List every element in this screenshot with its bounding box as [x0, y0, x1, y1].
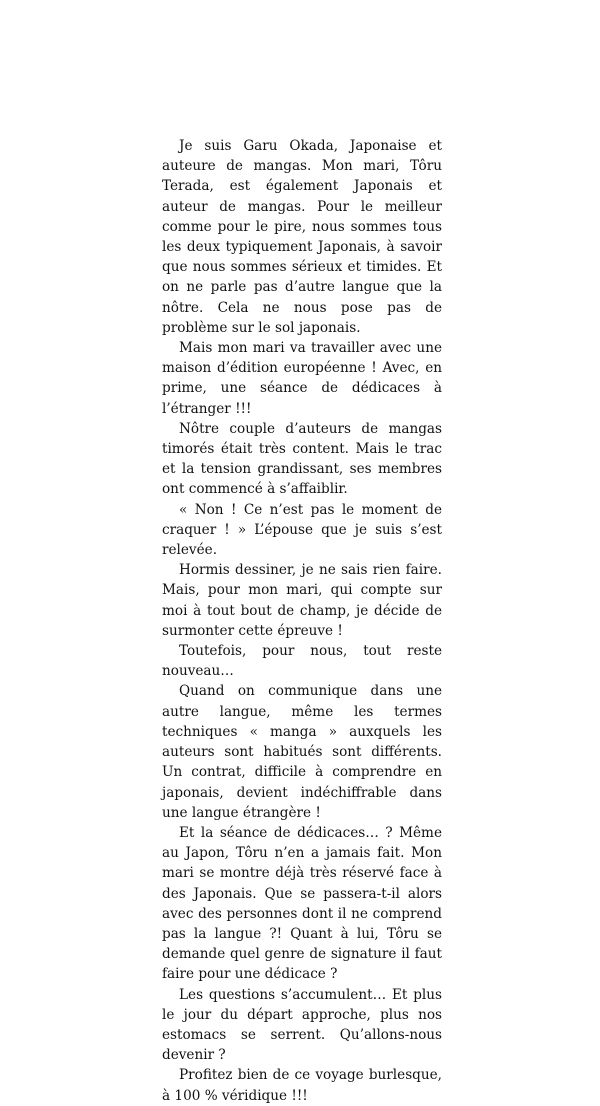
paragraph-dont-crack: « Non ! Ce n’est pas le moment de craquer ! » L’épouse que je suis s’est relevée. [162, 501, 442, 559]
paragraph-everything-new: Toutefois, pour nous, tout reste nouveau… [162, 643, 442, 680]
paragraph-intro: Je suis Garu Okada, Japonaise et auteure de mangas. Mon mari, Tôru Terada, est également Japonais et auteur de mangas. Pour le meilleur comme pour le pire, nous sommes tous les deux typiquement Japonais, à savoir que nous sommes sérieux et timides. Et on ne parle pas d’autre langue que la nôtre. Cela ne nous pose pas de problème sur le sol japonais. [162, 138, 442, 336]
paragraph-foreign-language: Quand on communique dans une autre langue, même les termes techniques « manga » auxquels les auteurs sont habitués sont différents. Un contrat, difficile à comprendre en japonais, devient indéchiffrable dans une langue étrangère ! [162, 683, 442, 821]
paragraph-enjoy: Profitez bien de ce voyage burlesque, à 100 % véridique !!! [162, 1067, 442, 1104]
paragraph-overcome: Hormis dessiner, je ne sais rien faire. Mais, pour mon mari, qui compte sur moi à tout bout de champ, je décide de surmonter cette épreuve ! [162, 562, 442, 639]
paragraph-timid-couple: Nôtre couple d’auteurs de mangas timorés était très content. Mais le trac et la tension grandissant, ses membres ont commencé à s’affaiblir. [162, 420, 442, 498]
preface-text [162, 136, 442, 1106]
paragraph-questions: Les questions s’accumulent… Et plus le jour du départ approche, plus nos estomacs se serrent. Qu’allons-nous devenir ? [162, 986, 442, 1064]
paragraph-signing-session: Et la séance de dédicaces… ? Même au Japon, Tôru n’en a jamais fait. Mon mari se montre déjà très réservé face à des Japonais. Que se passera-t-il alors avec des personnes dont il ne comprend pas la langue ?! Quant à lui, Tôru se demande quel genre de signature il faut faire pour une dédicace ? [162, 824, 442, 983]
paragraph-european-publisher: Mais mon mari va travailler avec une maison d’édition européenne ! Avec, en prime, une séance de dédicaces à l’étranger !!! [162, 340, 442, 417]
